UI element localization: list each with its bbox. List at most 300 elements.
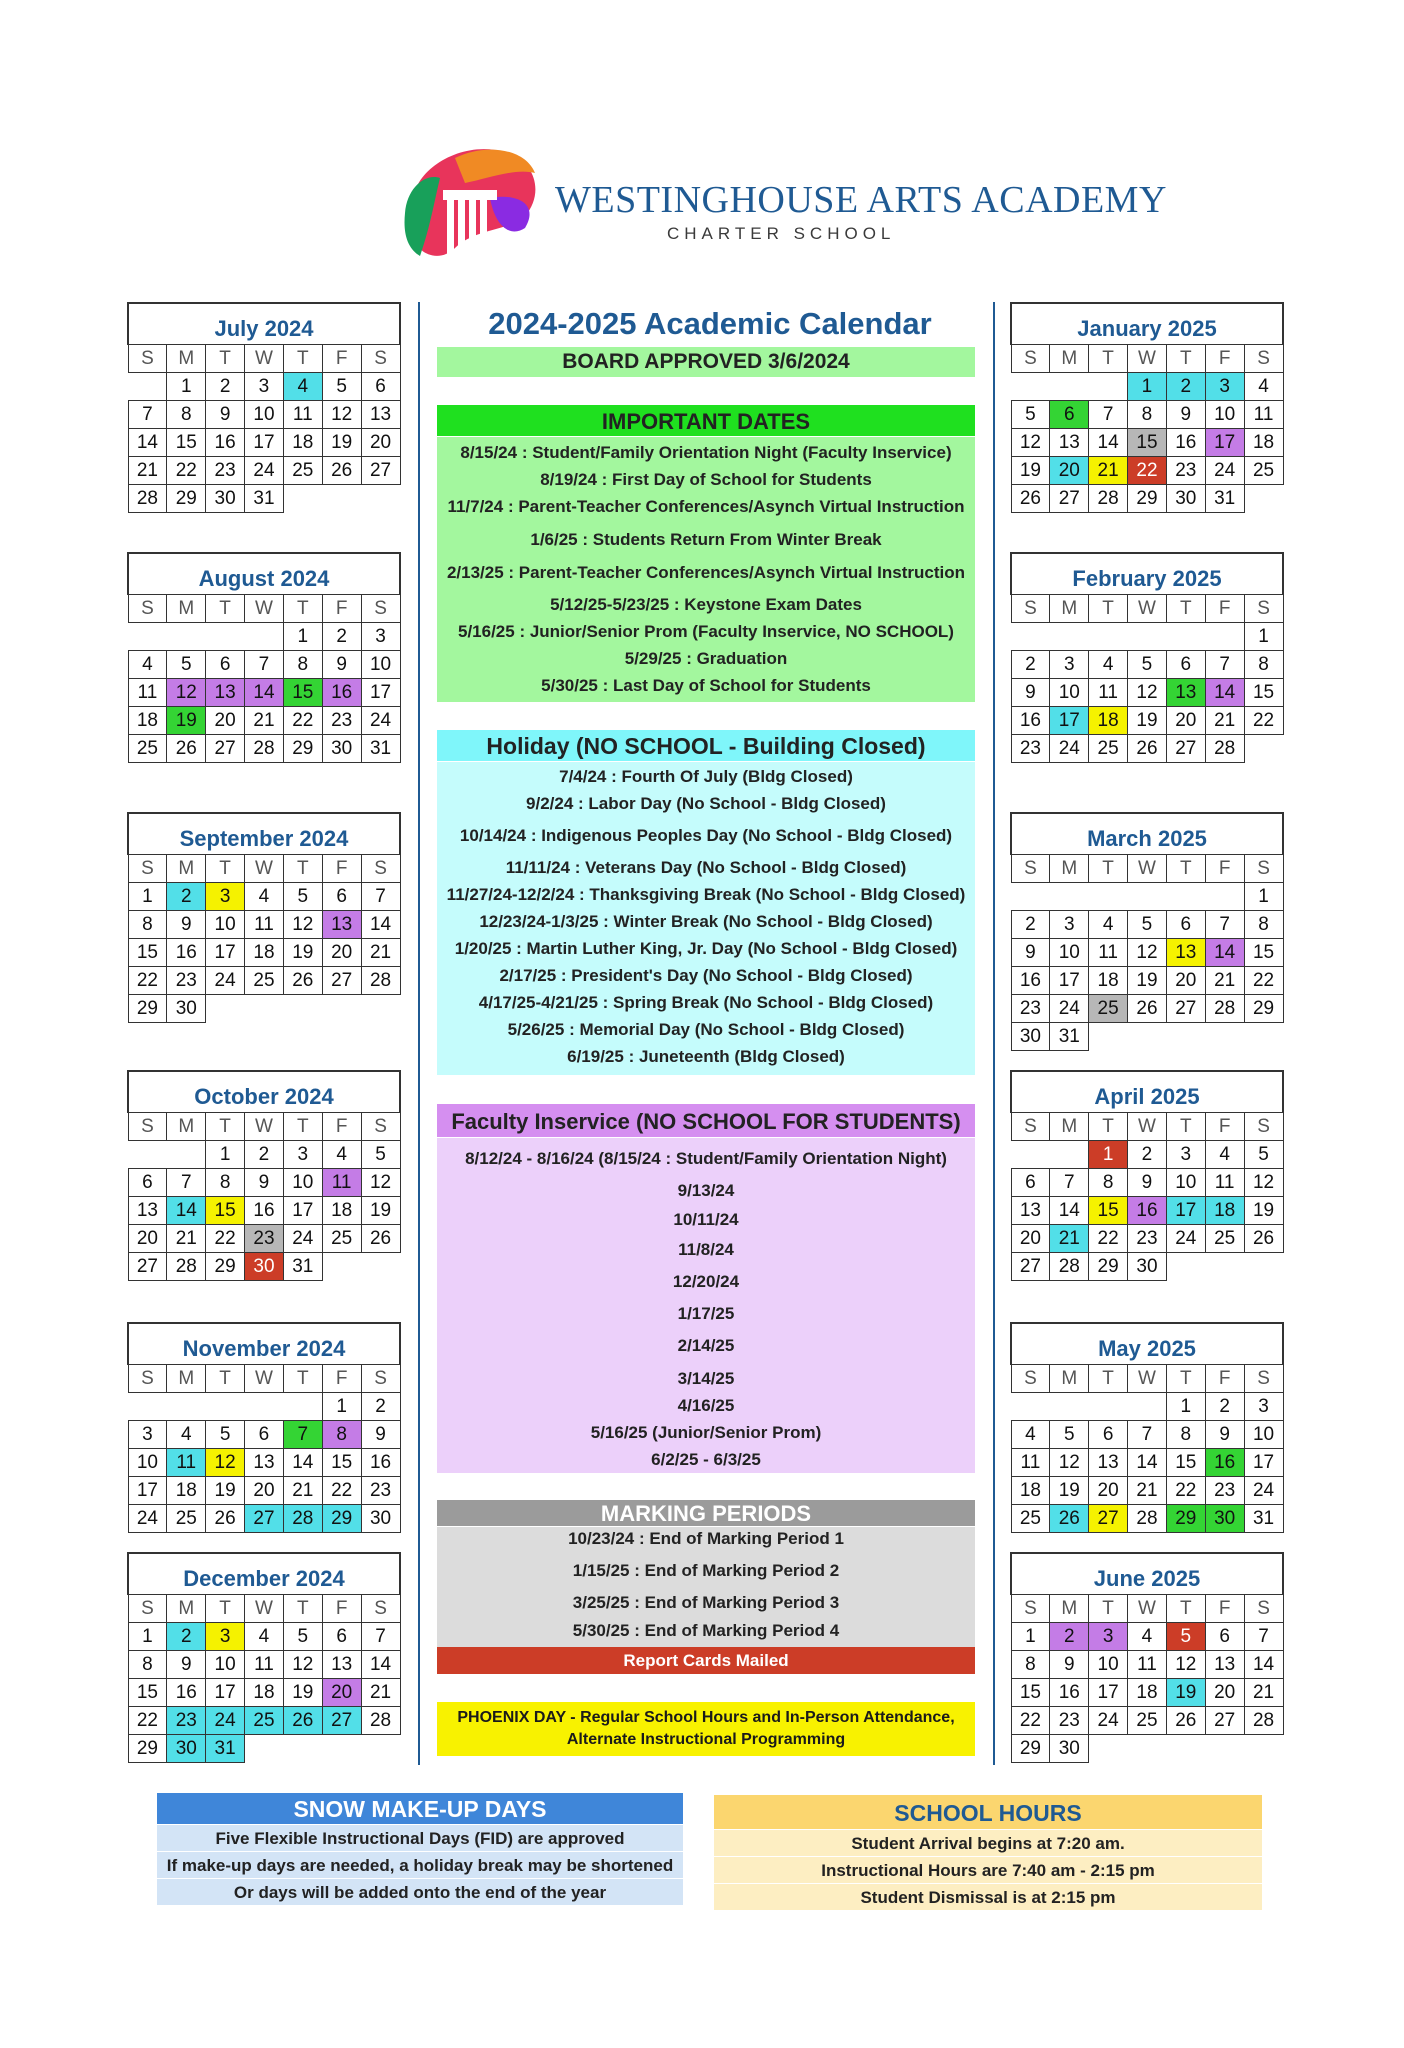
day-cell: 2 bbox=[1128, 1141, 1167, 1169]
day-cell: 2 bbox=[1011, 651, 1050, 679]
day-cell: 30 bbox=[167, 1735, 206, 1763]
weekday-header: F bbox=[1205, 1595, 1244, 1623]
weekday-header: S bbox=[128, 1595, 167, 1623]
day-cell: 23 bbox=[1205, 1477, 1244, 1505]
day-cell: 29 bbox=[206, 1253, 245, 1281]
important-date-item: 5/12/25-5/23/25 : Keystone Exam Dates bbox=[550, 595, 862, 614]
day-cell: 17 bbox=[1089, 1679, 1128, 1707]
day-cell: 30 bbox=[1011, 1023, 1050, 1051]
weekday-header: S bbox=[128, 855, 167, 883]
marking-period-item: 3/25/25 : End of Marking Period 3 bbox=[572, 1593, 840, 1612]
day-cell: 9 bbox=[245, 1169, 284, 1197]
important-date-item: 2/13/25 : Parent-Teacher Conferences/Asynch Virtual Instruction bbox=[446, 563, 966, 582]
day-cell: 31 bbox=[1050, 1023, 1089, 1051]
day-cell: 2 bbox=[1166, 373, 1205, 401]
empty-cell bbox=[1205, 1735, 1244, 1763]
day-cell: 23 bbox=[361, 1477, 400, 1505]
weekday-header: T bbox=[1089, 1113, 1128, 1141]
weekday-header: T bbox=[1089, 595, 1128, 623]
day-cell: 27 bbox=[1166, 995, 1205, 1023]
day-cell: 11 bbox=[245, 1651, 284, 1679]
school-logo bbox=[395, 138, 1167, 278]
weekday-header: M bbox=[1050, 1365, 1089, 1393]
day-cell: 4 bbox=[1205, 1141, 1244, 1169]
day-cell: 22 bbox=[128, 1707, 167, 1735]
day-cell: 15 bbox=[283, 679, 322, 707]
day-cell: 12 bbox=[206, 1449, 245, 1477]
day-cell: 26 bbox=[1166, 1707, 1205, 1735]
empty-cell bbox=[167, 623, 206, 651]
day-cell: 7 bbox=[1050, 1169, 1089, 1197]
weekday-header: T bbox=[1089, 1595, 1128, 1623]
day-cell: 8 bbox=[1089, 1169, 1128, 1197]
weekday-header: T bbox=[1089, 855, 1128, 883]
day-cell: 24 bbox=[128, 1505, 167, 1533]
day-cell: 5 bbox=[1050, 1421, 1089, 1449]
empty-cell bbox=[1166, 883, 1205, 911]
day-cell: 24 bbox=[1205, 457, 1244, 485]
day-cell: 24 bbox=[245, 457, 284, 485]
empty-cell bbox=[1050, 883, 1089, 911]
day-cell: 26 bbox=[1244, 1225, 1283, 1253]
day-cell: 28 bbox=[1050, 1253, 1089, 1281]
weekday-header: F bbox=[322, 855, 361, 883]
calendar-may-2025 bbox=[1010, 1322, 1284, 1533]
holiday-item: 7/4/24 : Fourth Of July (Bldg Closed) bbox=[559, 767, 853, 786]
weekday-header: S bbox=[1011, 1113, 1050, 1141]
day-cell: 1 bbox=[128, 1623, 167, 1651]
day-cell: 21 bbox=[361, 1679, 400, 1707]
day-cell: 9 bbox=[1205, 1421, 1244, 1449]
weekday-header: F bbox=[322, 1365, 361, 1393]
faculty-inservice-list bbox=[437, 1138, 975, 1473]
important-dates-list bbox=[437, 437, 975, 702]
day-cell: 16 bbox=[1166, 429, 1205, 457]
day-cell: 14 bbox=[1128, 1449, 1167, 1477]
day-cell: 15 bbox=[1089, 1197, 1128, 1225]
day-cell: 29 bbox=[1089, 1253, 1128, 1281]
day-cell: 31 bbox=[1205, 485, 1244, 513]
holiday-item: 2/17/25 : President's Day (No School - Bldg Closed) bbox=[499, 966, 913, 985]
day-cell: 20 bbox=[1205, 1679, 1244, 1707]
day-cell: 2 bbox=[1011, 911, 1050, 939]
day-cell: 23 bbox=[206, 457, 245, 485]
weekday-header: T bbox=[1166, 1595, 1205, 1623]
day-cell: 8 bbox=[283, 651, 322, 679]
day-cell: 17 bbox=[1205, 429, 1244, 457]
day-cell: 26 bbox=[322, 457, 361, 485]
day-cell: 31 bbox=[1244, 1505, 1283, 1533]
day-cell: 3 bbox=[1050, 911, 1089, 939]
calendar-august-2024 bbox=[127, 552, 401, 763]
day-cell: 17 bbox=[1050, 967, 1089, 995]
day-cell: 5 bbox=[283, 1623, 322, 1651]
day-cell: 12 bbox=[1011, 429, 1050, 457]
weekday-header: S bbox=[1244, 1113, 1283, 1141]
inservice-item: 10/11/24 bbox=[673, 1210, 739, 1229]
day-cell: 29 bbox=[283, 735, 322, 763]
day-cell: 1 bbox=[1011, 1623, 1050, 1651]
weekday-header: S bbox=[128, 345, 167, 373]
empty-cell bbox=[1128, 1735, 1167, 1763]
important-date-item: 11/7/24 : Parent-Teacher Conferences/Asynch Virtual Instruction bbox=[447, 497, 965, 516]
empty-cell bbox=[167, 1141, 206, 1169]
day-cell: 8 bbox=[322, 1421, 361, 1449]
day-cell: 23 bbox=[1011, 995, 1050, 1023]
day-cell: 1 bbox=[1089, 1141, 1128, 1169]
empty-cell bbox=[1089, 1023, 1128, 1051]
day-cell: 5 bbox=[1166, 1623, 1205, 1651]
day-cell: 16 bbox=[1205, 1449, 1244, 1477]
weekday-header: M bbox=[1050, 855, 1089, 883]
day-cell: 16 bbox=[1128, 1197, 1167, 1225]
inservice-item: 9/13/24 bbox=[677, 1181, 735, 1200]
marking-periods-list bbox=[437, 1527, 975, 1647]
day-cell: 15 bbox=[1128, 429, 1167, 457]
day-cell: 3 bbox=[128, 1421, 167, 1449]
day-cell: 30 bbox=[1166, 485, 1205, 513]
day-cell: 21 bbox=[1128, 1477, 1167, 1505]
calendar-june-2025 bbox=[1010, 1552, 1284, 1763]
day-cell: 21 bbox=[1244, 1679, 1283, 1707]
day-cell: 18 bbox=[245, 1679, 284, 1707]
inservice-item: 8/12/24 - 8/16/24 (8/15/24 : Student/Family Orientation Night) bbox=[465, 1149, 947, 1168]
holiday-item: 12/23/24-1/3/25 : Winter Break (No School - Bldg Closed) bbox=[479, 912, 933, 931]
day-cell: 18 bbox=[283, 429, 322, 457]
day-cell: 19 bbox=[206, 1477, 245, 1505]
important-date-item: 8/15/24 : Student/Family Orientation Night (Faculty Inservice) bbox=[460, 443, 952, 462]
day-cell: 22 bbox=[1011, 1707, 1050, 1735]
empty-cell bbox=[1011, 623, 1050, 651]
day-cell: 18 bbox=[128, 707, 167, 735]
day-cell: 20 bbox=[1050, 457, 1089, 485]
board-approved-banner: BOARD APPROVED 3/6/2024 bbox=[437, 347, 975, 377]
day-cell: 30 bbox=[322, 735, 361, 763]
weekday-header: S bbox=[1011, 1595, 1050, 1623]
day-cell: 26 bbox=[1128, 735, 1167, 763]
empty-cell bbox=[1089, 623, 1128, 651]
day-cell: 30 bbox=[167, 995, 206, 1023]
day-cell: 9 bbox=[167, 1651, 206, 1679]
day-cell: 10 bbox=[1166, 1169, 1205, 1197]
empty-cell bbox=[283, 1393, 322, 1421]
day-cell: 24 bbox=[1050, 995, 1089, 1023]
day-cell: 14 bbox=[1050, 1197, 1089, 1225]
day-cell: 18 bbox=[1011, 1477, 1050, 1505]
day-cell: 22 bbox=[283, 707, 322, 735]
day-cell: 28 bbox=[1128, 1505, 1167, 1533]
day-cell: 16 bbox=[1011, 967, 1050, 995]
day-cell: 1 bbox=[128, 883, 167, 911]
day-cell: 25 bbox=[167, 1505, 206, 1533]
day-cell: 21 bbox=[128, 457, 167, 485]
weekday-header: T bbox=[206, 1365, 245, 1393]
month-title: May 2025 bbox=[1011, 1323, 1283, 1365]
day-cell: 29 bbox=[128, 995, 167, 1023]
day-cell: 30 bbox=[245, 1253, 284, 1281]
empty-cell bbox=[1089, 373, 1128, 401]
holiday-heading: Holiday (NO SCHOOL - Building Closed) bbox=[437, 730, 975, 761]
weekday-header: T bbox=[283, 1365, 322, 1393]
day-cell: 7 bbox=[1244, 1623, 1283, 1651]
marking-periods-heading: MARKING PERIODS bbox=[437, 1500, 975, 1526]
day-cell: 10 bbox=[1050, 679, 1089, 707]
weekday-header: W bbox=[245, 1365, 284, 1393]
day-cell: 18 bbox=[1205, 1197, 1244, 1225]
day-cell: 17 bbox=[128, 1477, 167, 1505]
empty-cell bbox=[1166, 1735, 1205, 1763]
day-cell: 16 bbox=[167, 939, 206, 967]
day-cell: 14 bbox=[1244, 1651, 1283, 1679]
day-cell: 28 bbox=[245, 735, 284, 763]
weekday-header: T bbox=[1166, 345, 1205, 373]
day-cell: 24 bbox=[1244, 1477, 1283, 1505]
day-cell: 29 bbox=[1011, 1735, 1050, 1763]
day-cell: 24 bbox=[1050, 735, 1089, 763]
day-cell: 7 bbox=[1205, 651, 1244, 679]
day-cell: 5 bbox=[322, 373, 361, 401]
day-cell: 1 bbox=[206, 1141, 245, 1169]
weekday-header: W bbox=[1128, 1595, 1167, 1623]
day-cell: 23 bbox=[322, 707, 361, 735]
empty-cell bbox=[1050, 1393, 1089, 1421]
weekday-header: T bbox=[1166, 1365, 1205, 1393]
holiday-item: 1/20/25 : Martin Luther King, Jr. Day (No School - Bldg Closed) bbox=[454, 939, 958, 958]
marking-period-item: 10/23/24 : End of Marking Period 1 bbox=[568, 1529, 844, 1548]
month-title: March 2025 bbox=[1011, 813, 1283, 855]
weekday-header: F bbox=[1205, 1365, 1244, 1393]
day-cell: 28 bbox=[128, 485, 167, 513]
day-cell: 18 bbox=[1128, 1679, 1167, 1707]
inservice-item: 4/16/25 bbox=[677, 1396, 735, 1415]
day-cell: 2 bbox=[245, 1141, 284, 1169]
weekday-header: W bbox=[1128, 595, 1167, 623]
day-cell: 26 bbox=[206, 1505, 245, 1533]
day-cell: 23 bbox=[245, 1225, 284, 1253]
weekday-header: M bbox=[167, 1595, 206, 1623]
day-cell: 7 bbox=[361, 1623, 400, 1651]
inservice-item: 1/17/25 bbox=[677, 1304, 735, 1323]
holiday-item: 6/19/25 : Juneteenth (Bldg Closed) bbox=[567, 1047, 845, 1066]
empty-cell bbox=[1166, 1023, 1205, 1051]
weekday-header: F bbox=[322, 345, 361, 373]
day-cell: 10 bbox=[1050, 939, 1089, 967]
calendar-september-2024 bbox=[127, 812, 401, 1023]
day-cell: 20 bbox=[361, 429, 400, 457]
day-cell: 3 bbox=[1166, 1141, 1205, 1169]
calendar-january-2025 bbox=[1010, 302, 1284, 513]
day-cell: 22 bbox=[1244, 967, 1283, 995]
day-cell: 9 bbox=[1011, 679, 1050, 707]
empty-cell bbox=[1089, 883, 1128, 911]
holiday-item: 11/11/24 : Veterans Day (No School - Bldg Closed) bbox=[505, 858, 907, 877]
weekday-header: F bbox=[322, 595, 361, 623]
weekday-header: W bbox=[245, 345, 284, 373]
day-cell: 23 bbox=[1011, 735, 1050, 763]
day-cell: 19 bbox=[283, 939, 322, 967]
day-cell: 14 bbox=[128, 429, 167, 457]
holiday-item: 4/17/25-4/21/25 : Spring Break (No School - Bldg Closed) bbox=[478, 993, 934, 1012]
empty-cell bbox=[1205, 1253, 1244, 1281]
day-cell: 25 bbox=[245, 967, 284, 995]
day-cell: 16 bbox=[167, 1679, 206, 1707]
day-cell: 6 bbox=[322, 1623, 361, 1651]
day-cell: 5 bbox=[361, 1141, 400, 1169]
school-hours-box bbox=[714, 1795, 1262, 1910]
day-cell: 22 bbox=[1128, 457, 1167, 485]
empty-cell bbox=[1050, 1141, 1089, 1169]
calendar-april-2025 bbox=[1010, 1070, 1284, 1281]
day-cell: 13 bbox=[1166, 939, 1205, 967]
day-cell: 13 bbox=[1166, 679, 1205, 707]
day-cell: 29 bbox=[1128, 485, 1167, 513]
day-cell: 8 bbox=[128, 911, 167, 939]
weekday-header: T bbox=[283, 345, 322, 373]
day-cell: 21 bbox=[245, 707, 284, 735]
weekday-header: W bbox=[245, 1113, 284, 1141]
day-cell: 23 bbox=[167, 1707, 206, 1735]
empty-cell bbox=[283, 995, 322, 1023]
weekday-header: F bbox=[322, 1113, 361, 1141]
empty-cell bbox=[1050, 623, 1089, 651]
day-cell: 7 bbox=[361, 883, 400, 911]
day-cell: 12 bbox=[1128, 939, 1167, 967]
day-cell: 15 bbox=[128, 939, 167, 967]
day-cell: 10 bbox=[1205, 401, 1244, 429]
day-cell: 18 bbox=[1089, 707, 1128, 735]
day-cell: 4 bbox=[1089, 911, 1128, 939]
day-cell: 3 bbox=[1205, 373, 1244, 401]
day-cell: 15 bbox=[1166, 1449, 1205, 1477]
day-cell: 24 bbox=[206, 967, 245, 995]
day-cell: 16 bbox=[245, 1197, 284, 1225]
weekday-header: S bbox=[1244, 1365, 1283, 1393]
day-cell: 17 bbox=[283, 1197, 322, 1225]
weekday-header: S bbox=[1011, 345, 1050, 373]
day-cell: 15 bbox=[167, 429, 206, 457]
empty-cell bbox=[245, 623, 284, 651]
day-cell: 21 bbox=[1205, 707, 1244, 735]
day-cell: 4 bbox=[322, 1141, 361, 1169]
day-cell: 2 bbox=[361, 1393, 400, 1421]
day-cell: 28 bbox=[1244, 1707, 1283, 1735]
inservice-item: 2/14/25 bbox=[677, 1336, 735, 1355]
logo-school-name: WESTINGHOUSE ARTS ACADEMY bbox=[555, 179, 1167, 221]
day-cell: 30 bbox=[1050, 1735, 1089, 1763]
day-cell: 1 bbox=[283, 623, 322, 651]
day-cell: 11 bbox=[1089, 939, 1128, 967]
holiday-item: 5/26/25 : Memorial Day (No School - Bldg Closed) bbox=[507, 1020, 905, 1039]
day-cell: 22 bbox=[1166, 1477, 1205, 1505]
calendar-march-2025 bbox=[1010, 812, 1284, 1051]
snow-makeup-row: Or days will be added onto the end of the year bbox=[157, 1878, 683, 1905]
day-cell: 1 bbox=[1128, 373, 1167, 401]
month-title: January 2025 bbox=[1011, 303, 1283, 345]
day-cell: 20 bbox=[1089, 1477, 1128, 1505]
day-cell: 16 bbox=[206, 429, 245, 457]
school-hours-row: Student Arrival begins at 7:20 am. bbox=[714, 1829, 1262, 1856]
weekday-header: T bbox=[283, 855, 322, 883]
weekday-header: F bbox=[1205, 345, 1244, 373]
weekday-header: M bbox=[1050, 1595, 1089, 1623]
important-date-item: 5/16/25 : Junior/Senior Prom (Faculty Inservice, NO SCHOOL) bbox=[458, 622, 954, 641]
day-cell: 25 bbox=[1205, 1225, 1244, 1253]
day-cell: 12 bbox=[283, 911, 322, 939]
day-cell: 22 bbox=[167, 457, 206, 485]
day-cell: 19 bbox=[1050, 1477, 1089, 1505]
weekday-header: S bbox=[1011, 595, 1050, 623]
day-cell: 6 bbox=[1166, 651, 1205, 679]
empty-cell bbox=[1128, 623, 1167, 651]
day-cell: 3 bbox=[206, 883, 245, 911]
day-cell: 3 bbox=[1089, 1623, 1128, 1651]
weekday-header: S bbox=[1244, 1595, 1283, 1623]
day-cell: 1 bbox=[322, 1393, 361, 1421]
empty-cell bbox=[1011, 883, 1050, 911]
day-cell: 6 bbox=[1205, 1623, 1244, 1651]
day-cell: 14 bbox=[1205, 679, 1244, 707]
day-cell: 20 bbox=[245, 1477, 284, 1505]
empty-cell bbox=[1166, 1253, 1205, 1281]
calendar-title: 2024-2025 Academic Calendar bbox=[488, 306, 932, 341]
day-cell: 17 bbox=[206, 1679, 245, 1707]
day-cell: 4 bbox=[1089, 651, 1128, 679]
day-cell: 11 bbox=[128, 679, 167, 707]
day-cell: 15 bbox=[1011, 1679, 1050, 1707]
empty-cell bbox=[128, 1141, 167, 1169]
empty-cell bbox=[1244, 485, 1283, 513]
day-cell: 25 bbox=[1089, 735, 1128, 763]
empty-cell bbox=[128, 373, 167, 401]
day-cell: 10 bbox=[361, 651, 400, 679]
day-cell: 4 bbox=[283, 373, 322, 401]
day-cell: 28 bbox=[1205, 995, 1244, 1023]
holiday-item: 10/14/24 : Indigenous Peoples Day (No School - Bldg Closed) bbox=[459, 826, 953, 845]
day-cell: 20 bbox=[128, 1225, 167, 1253]
day-cell: 22 bbox=[1244, 707, 1283, 735]
empty-cell bbox=[1128, 1393, 1167, 1421]
day-cell: 6 bbox=[1089, 1421, 1128, 1449]
day-cell: 17 bbox=[1166, 1197, 1205, 1225]
day-cell: 26 bbox=[1050, 1505, 1089, 1533]
empty-cell bbox=[1205, 883, 1244, 911]
day-cell: 19 bbox=[1128, 707, 1167, 735]
empty-cell bbox=[167, 1393, 206, 1421]
day-cell: 15 bbox=[322, 1449, 361, 1477]
holiday-list bbox=[437, 762, 975, 1075]
day-cell: 8 bbox=[1011, 1651, 1050, 1679]
day-cell: 4 bbox=[245, 1623, 284, 1651]
day-cell: 3 bbox=[245, 373, 284, 401]
snow-makeup-row: If make-up days are needed, a holiday break may be shortened bbox=[157, 1851, 683, 1878]
right-divider bbox=[993, 302, 995, 1765]
month-title: August 2024 bbox=[128, 553, 400, 595]
day-cell: 9 bbox=[1011, 939, 1050, 967]
day-cell: 13 bbox=[1205, 1651, 1244, 1679]
day-cell: 26 bbox=[283, 967, 322, 995]
weekday-header: F bbox=[1205, 855, 1244, 883]
day-cell: 18 bbox=[167, 1477, 206, 1505]
day-cell: 27 bbox=[322, 1707, 361, 1735]
day-cell: 26 bbox=[167, 735, 206, 763]
month-title: November 2024 bbox=[128, 1323, 400, 1365]
weekday-header: T bbox=[1089, 345, 1128, 373]
day-cell: 8 bbox=[1128, 401, 1167, 429]
weekday-header: T bbox=[206, 595, 245, 623]
day-cell: 3 bbox=[1244, 1393, 1283, 1421]
day-cell: 9 bbox=[361, 1421, 400, 1449]
day-cell: 20 bbox=[206, 707, 245, 735]
